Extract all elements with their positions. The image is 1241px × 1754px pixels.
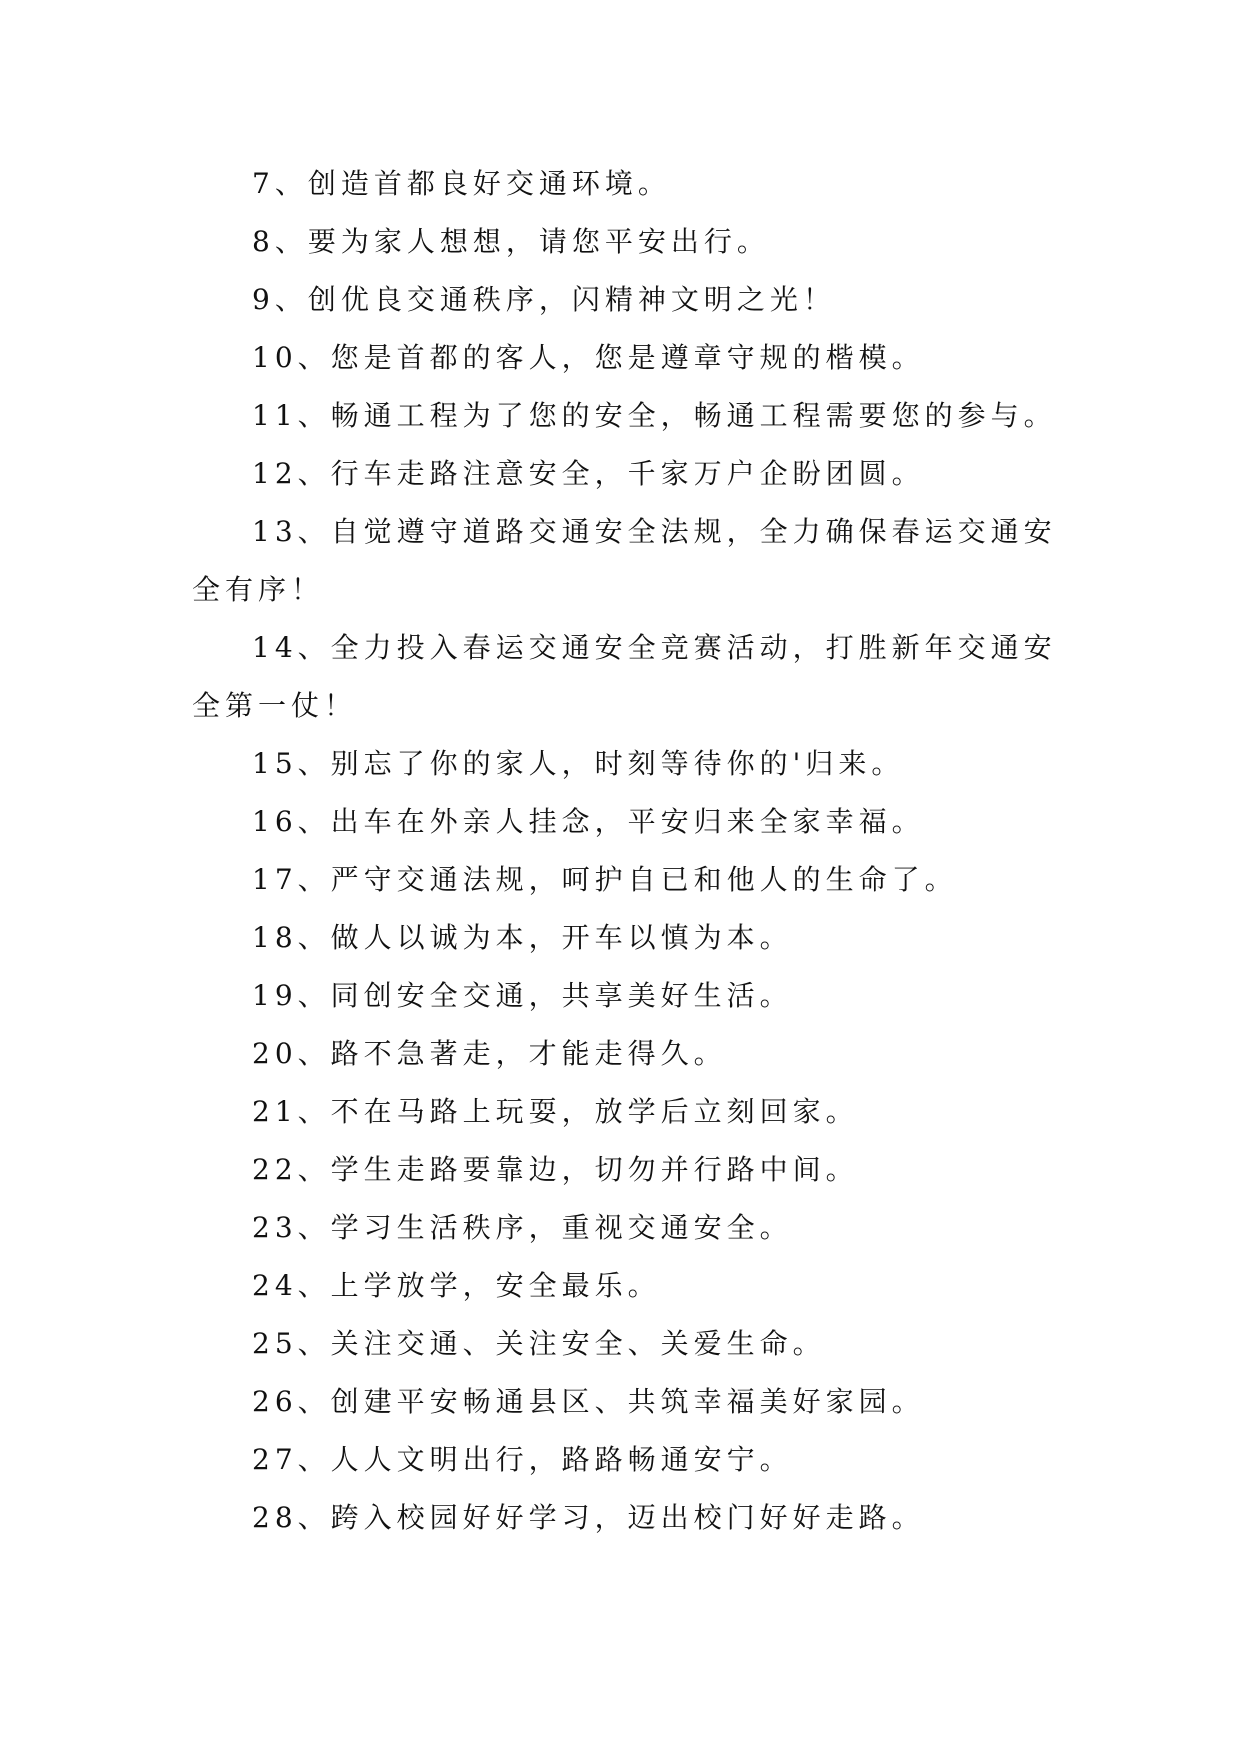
slogan-line-16: 16、出车在外亲人挂念，平安归来全家幸福。 xyxy=(252,805,925,838)
slogan-line-19: 19、同创安全交通，共享美好生活。 xyxy=(252,979,793,1012)
slogan-line-14: 14、全力投入春运交通安全竞赛活动，打胜新年交通安 xyxy=(252,631,1057,664)
slogan-line-24: 24、上学放学，安全最乐。 xyxy=(252,1269,661,1302)
slogan-line-18: 18、做人以诚为本，开车以慎为本。 xyxy=(252,921,793,954)
slogan-line-10: 10、您是首都的客人，您是遵章守规的楷模。 xyxy=(252,341,925,374)
slogan-line-14-continued: 全第一仗！ xyxy=(192,689,358,722)
slogan-line-17: 17、严守交通法规，呵护自已和他人的生命了。 xyxy=(252,863,958,896)
slogan-line-7: 7、创造首都良好交通环境。 xyxy=(252,167,671,200)
slogan-line-21: 21、不在马路上玩耍，放学后立刻回家。 xyxy=(252,1095,859,1128)
slogan-line-8: 8、要为家人想想，请您平安出行。 xyxy=(252,225,770,258)
slogan-line-20: 20、路不急著走，才能走得久。 xyxy=(252,1037,727,1070)
slogan-line-28: 28、跨入校园好好学习，迈出校门好好走路。 xyxy=(252,1501,925,1534)
slogan-line-26: 26、创建平安畅通县区、共筑幸福美好家园。 xyxy=(252,1385,925,1418)
slogan-line-13-continued: 全有序！ xyxy=(192,573,325,606)
slogan-line-9: 9、创优良交通秩序，闪精神文明之光！ xyxy=(252,283,836,316)
slogan-line-15: 15、别忘了你的家人，时刻等待你的'归来。 xyxy=(252,747,905,780)
slogan-line-23: 23、学习生活秩序，重视交通安全。 xyxy=(252,1211,793,1244)
slogan-line-27: 27、人人文明出行，路路畅通安宁。 xyxy=(252,1443,793,1476)
slogan-line-13: 13、自觉遵守道路交通安全法规，全力确保春运交通安 xyxy=(252,515,1057,548)
slogan-line-12: 12、行车走路注意安全，千家万户企盼团圆。 xyxy=(252,457,925,490)
slogan-line-25: 25、关注交通、关注安全、关爱生命。 xyxy=(252,1327,826,1360)
slogan-line-11: 11、畅通工程为了您的安全，畅通工程需要您的参与。 xyxy=(252,399,1057,432)
slogan-line-22: 22、学生走路要靠边，切勿并行路中间。 xyxy=(252,1153,859,1186)
